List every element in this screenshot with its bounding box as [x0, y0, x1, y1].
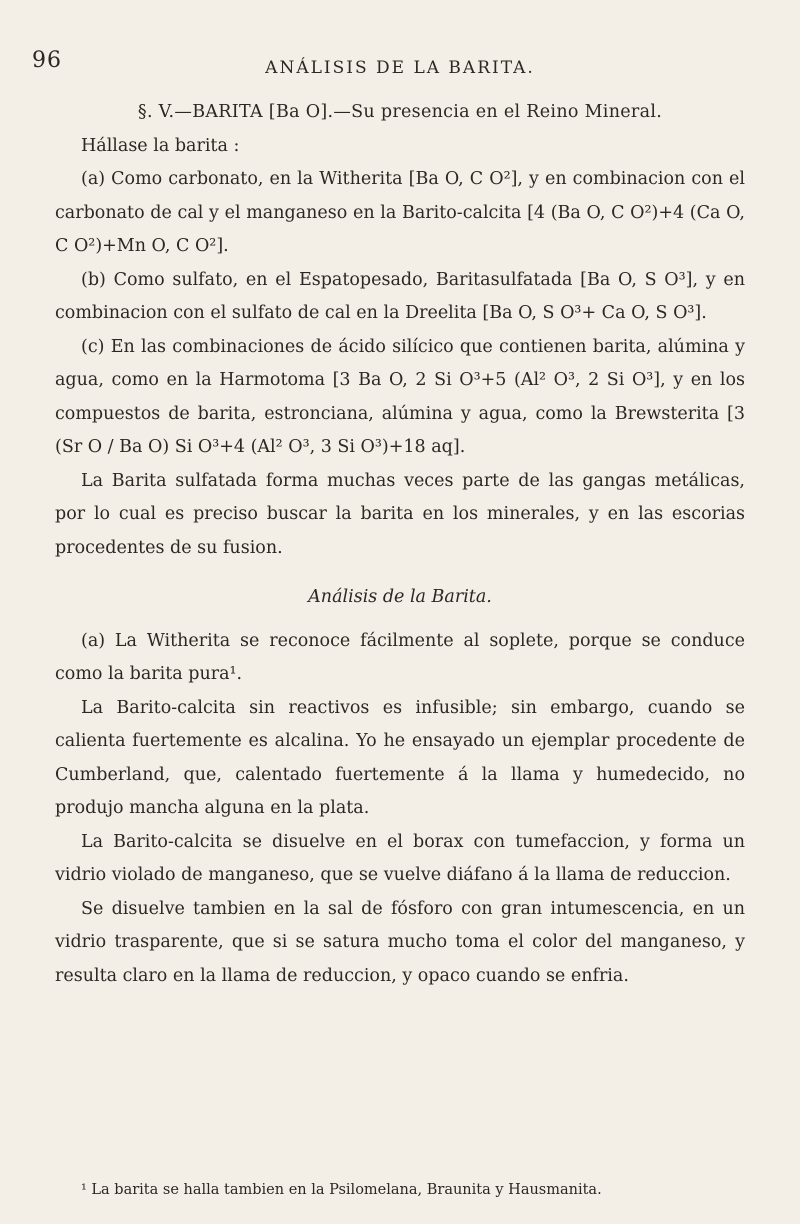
running-title: ANÁLISIS DE LA BARITA. — [265, 58, 535, 78]
footnote: ¹ La barita se halla tambien en la Psilomelana, Braunita y Hausmanita. — [81, 1182, 602, 1198]
page-body — [55, 96, 745, 993]
paragraph-c: (c) En las combinaciones de ácido silícico que contienen barita, alúmina y agua, como en la Harmotoma [3 Ba O, 2 Si O³+5 (Al² O³, 2 Si O³], y en los compuestos de barita, estronciana, alúmina y agua, como la Brewsterita [3 (Sr O / Ba O) Si O³+4 (Al² O³, 3 Si O³)+18 aq]. — [55, 336, 745, 457]
analysis-a: (a) La Witherita se reconoce fácilmente al soplete, porque se conduce como la barita pura¹. — [55, 630, 745, 684]
analysis-borax: La Barito-calcita se disuelve en el borax con tumefaccion, y forma un vidrio violado de manganeso, que se vuelve diáfano á la llama de reduccion. — [55, 831, 745, 885]
paragraph-b: (b) Como sulfato, en el Espatopesado, Baritasulfatada [Ba O, S O³], y en combinacion con el sulfato de cal en la Dreelita [Ba O, S O³+ Ca O, S O³]. — [55, 269, 745, 323]
intro-line: Hállase la barita : — [81, 135, 240, 156]
section-title: §. V.—BARITA [Ba O].—Su presencia en el Reino Mineral. — [137, 102, 663, 122]
analysis-fosforo: Se disuelve tambien en la sal de fósforo con gran intumescencia, en un vidrio trasparente, que si se satura mucho toma el color del manganeso, y resulta claro en la llama de reduccion, y opaco cuando se enfria. — [55, 898, 745, 986]
page-number: 96 — [32, 48, 62, 73]
paragraph-gangas: La Barita sulfatada forma muchas veces parte de las gangas metálicas, por lo cual es preciso buscar la barita en los minerales, y en las escorias procedentes de su fusion. — [55, 470, 745, 558]
subheading: Análisis de la Barita. — [308, 587, 492, 607]
paragraph-a: (a) Como carbonato, en la Witherita [Ba O, C O²], y en combinacion con el carbonato de cal y el manganeso en la Barito-calcita [4 (Ba O, C O²)+4 (Ca O, C O²)+Mn O, C O²]. — [55, 169, 745, 256]
analysis-barito-calcita: La Barito-calcita sin reactivos es infusible; sin embargo, cuando se calienta fuertemente es alcalina. Yo he ensayado un ejemplar procedente de Cumberland, que, calentado fuertemente á la llama y humedecido, no produjo mancha alguna en la plata. — [55, 697, 745, 818]
